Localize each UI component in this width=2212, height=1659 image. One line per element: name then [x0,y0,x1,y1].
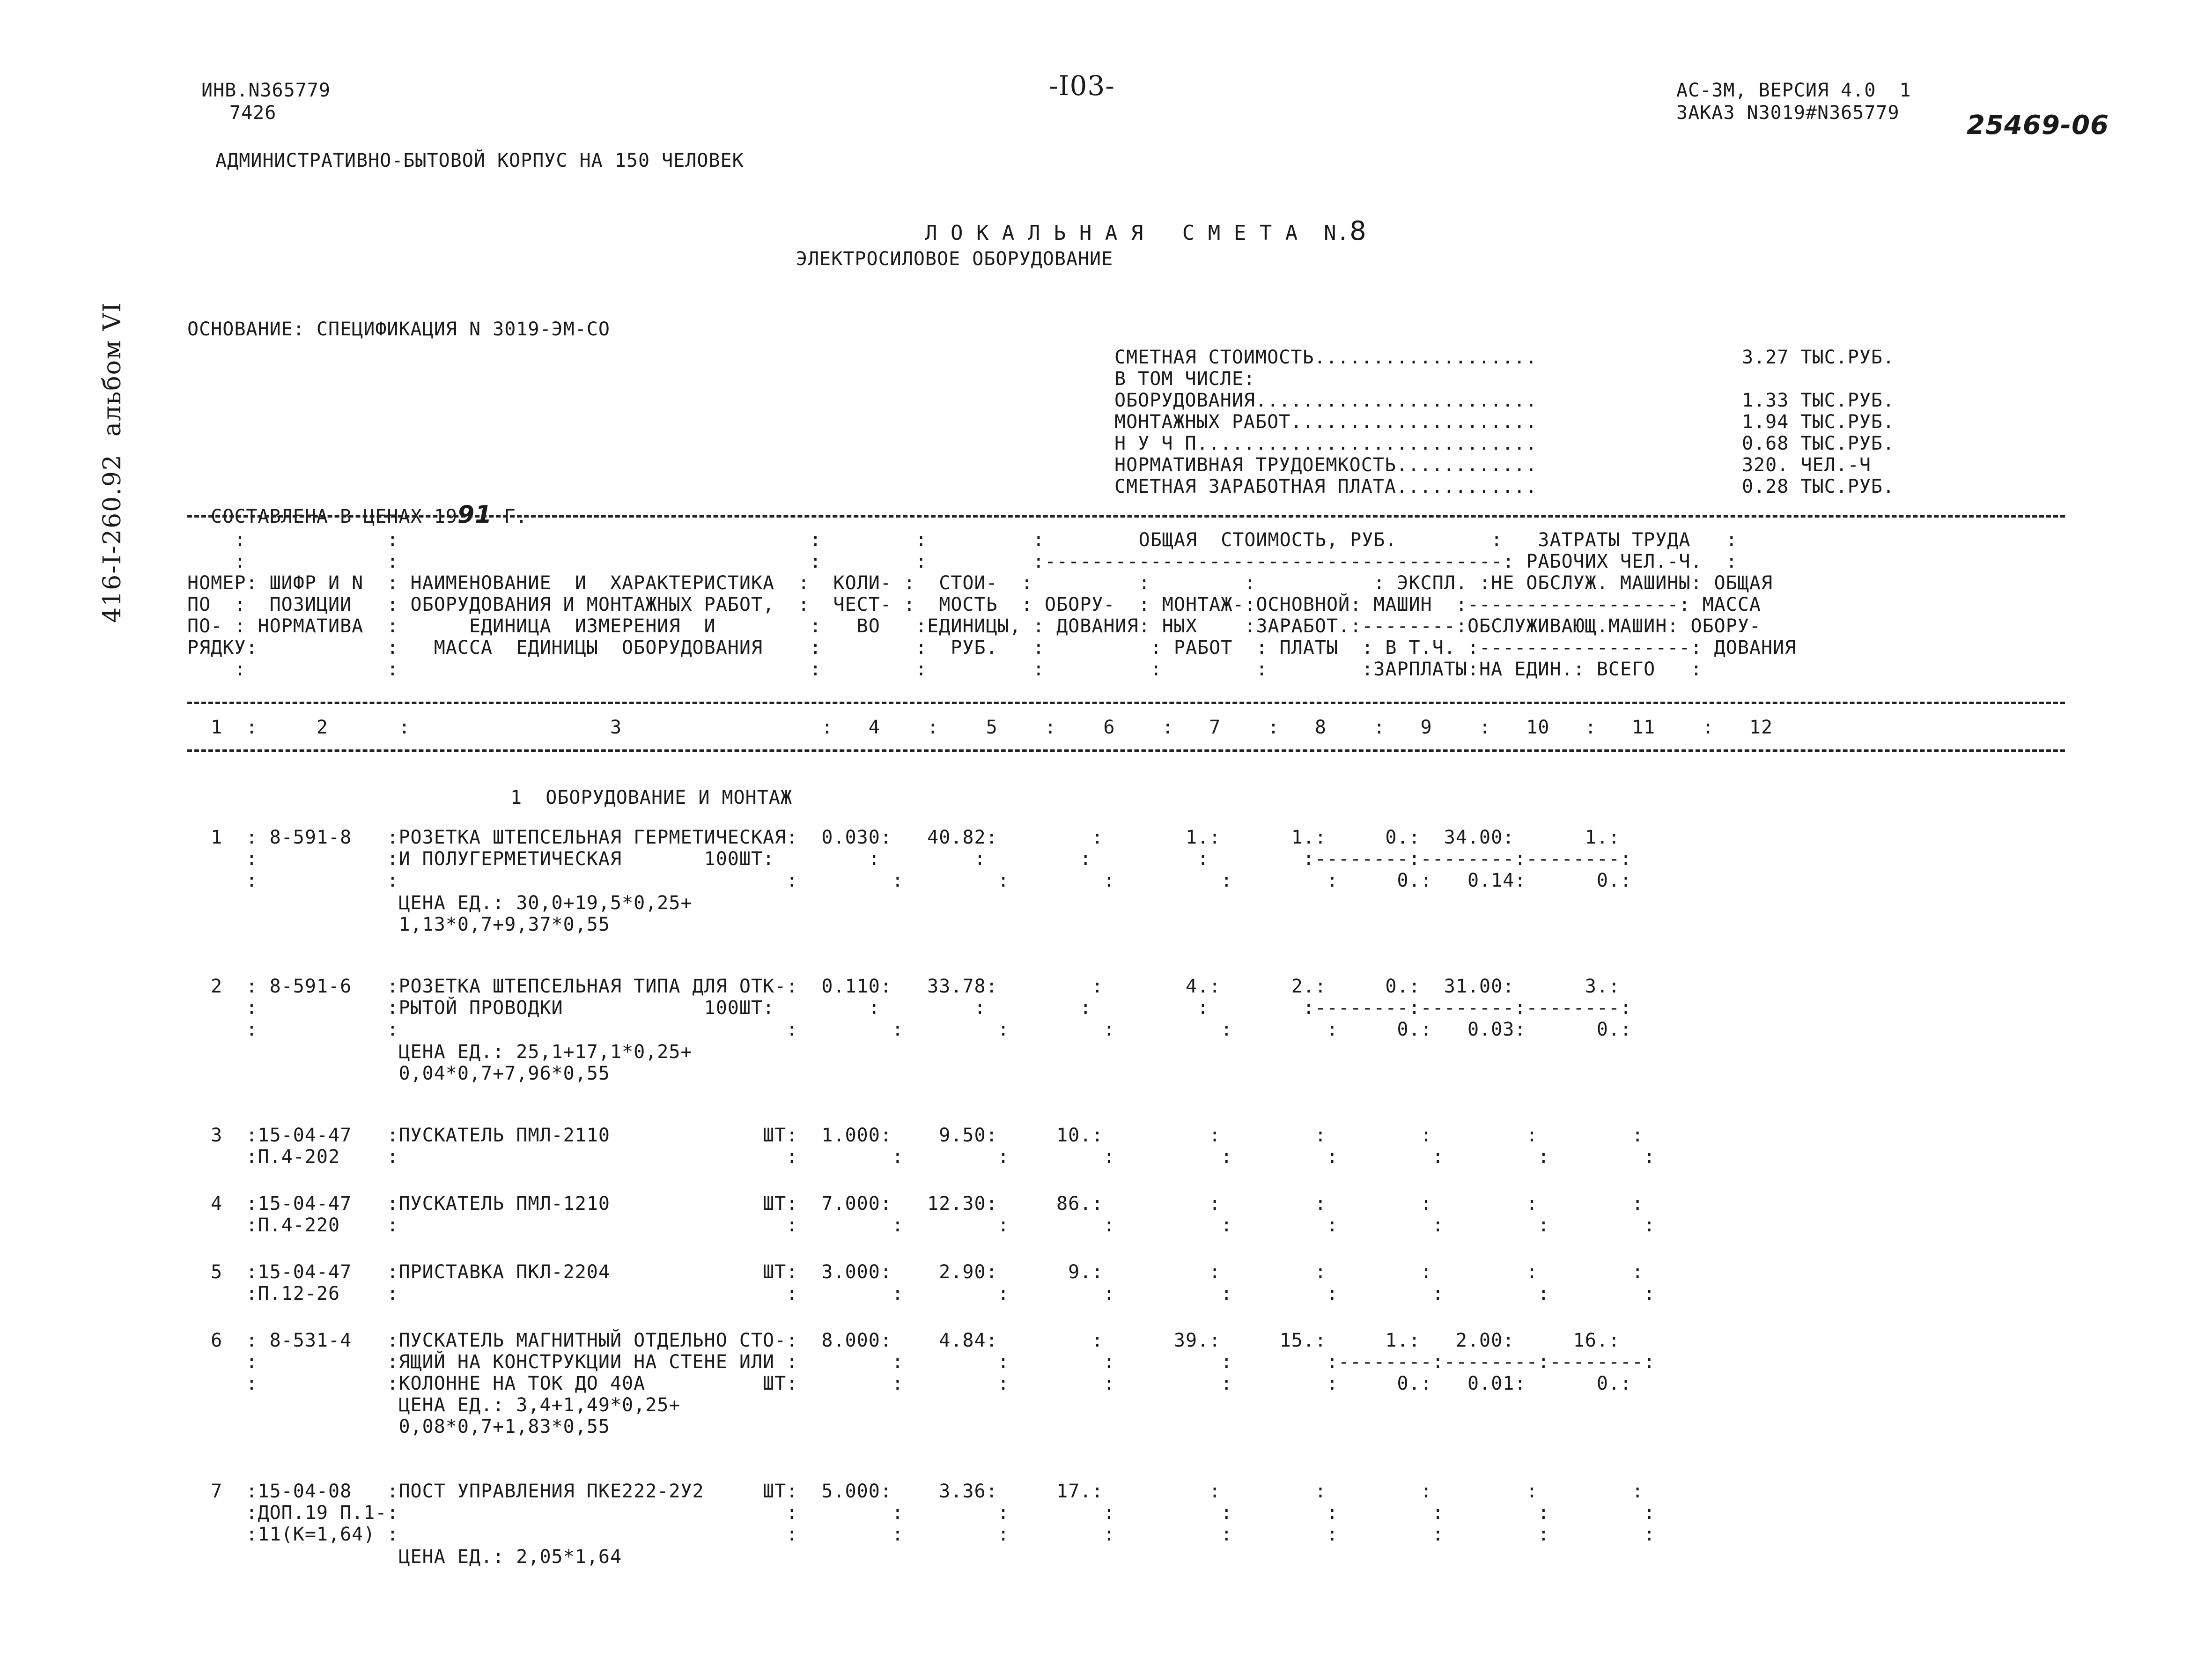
compiled-year: 91 [457,501,493,529]
column-numbers-rule [187,749,2065,752]
object-name: АДМИНИСТРАТИВНО-БЫТОВОЙ КОРПУС НА 150 ЧЕЛОВЕК [215,150,744,171]
row-line: : :И ПОЛУГЕРМЕТИЧЕСКАЯ 100ШТ: : : : : :--------:--------:--------: [187,848,1632,870]
row-line: 6 : 8-531-4 :ПУСКАТЕЛЬ МАГНИТНЫЙ ОТДЕЛЬНО СТО-: 8.000: 4.84: : 39.: 15.: 1.: 2.00: 16.: [187,1330,1621,1351]
compiled-line [187,482,528,527]
row-price-line: 0,08*0,7+1,83*0,55 [187,1416,610,1437]
summary-label: СМЕТНАЯ ЗАРАБОТНАЯ ПЛАТА............ [1114,476,1537,497]
inventory-number: ИНВ.N365779 [201,80,331,101]
table-header-line: ПО- : НОРМАТИВА : ЕДИНИЦА ИЗМЕРЕНИЯ И : ВО :ЕДИНИЦЫ, : ДОВАНИЯ: НЫХ :ЗАРАБОТ.:--------:ОБСЛУЖИВАЮЩ.МАШИН: ОБОРУ- [187,615,1761,637]
row-line: 5 :15-04-47 :ПРИСТАВКА ПКЛ-2204 ШТ: 3.000: 2.90: 9.: : : : : : [187,1261,1644,1283]
row-line: 1 : 8-591-8 :РОЗЕТКА ШТЕПСЕЛЬНАЯ ГЕРМЕТИЧЕСКАЯ: 0.030: 40.82: : 1.: 1.: 0.: 34.00: 1.: [187,827,1621,848]
summary-label: В ТОМ ЧИСЛЕ: [1114,368,1255,390]
row-line: :П.12-26 : : : : : : : : : : [187,1283,1656,1304]
row-price-line: ЦЕНА ЕД.: 25,1+17,1*0,25+ [187,1041,693,1063]
page-number: -I03- [1049,70,1115,102]
summary-value: 0.68 ТЫС.РУБ. [1742,433,1895,454]
row-line: : : : : : : : : 0.: 0.03: 0.: [187,1019,1632,1040]
row-line: :П.4-202 : : : : : : : : : : [187,1146,1656,1168]
summary-label: МОНТАЖНЫХ РАБОТ..................... [1114,411,1537,433]
table-header-line: РЯДКУ: : МАССА ЕДИНИЦЫ ОБОРУДОВАНИЯ : : РУБ. : : РАБОТ : ПЛАТЫ : В Т.Ч. :------------------: ДОВАНИЯ [187,637,1797,659]
row-price-line: 1,13*0,7+9,37*0,55 [187,914,610,935]
order-line: ЗАКАЗ N3019#N365779 [1676,102,1900,124]
table-header-line: : : : : : ОБЩАЯ СТОИМОСТЬ, РУБ. : ЗАТРАТЫ ТРУДА : [187,529,1738,551]
compiled-text: СОСТАВЛЕНА В ЦЕНАХ 19 [211,506,457,527]
summary-label: ОБОРУДОВАНИЯ........................ [1114,390,1537,411]
row-line: :ДОП.19 П.1-: : : : : : : : : : [187,1502,1656,1524]
summary-value: 1.94 ТЫС.РУБ. [1742,411,1895,433]
summary-label: СМЕТНАЯ СТОИМОСТЬ................... [1114,347,1537,368]
row-line: 7 :15-04-08 :ПОСТ УПРАВЛЕНИЯ ПКЕ222-2У2 ШТ: 5.000: 3.36: 17.: : : : : : [187,1481,1644,1502]
section-title: 1 ОБОРУДОВАНИЕ И МОНТАЖ [510,787,792,808]
compiled-suffix: Г. [492,506,528,527]
summary-value: 0.28 ТЫС.РУБ. [1742,476,1895,497]
row-line: : :РЫТОЙ ПРОВОДКИ 100ШТ: : : : : :--------:--------:--------: [187,997,1632,1019]
row-line: 3 :15-04-47 :ПУСКАТЕЛЬ ПМЛ-2110 ШТ: 1.000: 9.50: 10.: : : : : : [187,1125,1644,1146]
summary-value: 1.33 ТЫС.РУБ. [1742,390,1895,411]
table-header-line: : : : : :---------------------------------------: РАБОЧИХ ЧЕЛ.-Ч. : [187,551,1738,572]
table-header-rule [187,702,2065,704]
row-line: : :ЯЩИЙ НА КОНСТРУКЦИИ НА СТЕНЕ ИЛИ : : : : : :--------:--------:--------: [187,1351,1656,1373]
document-title-number: 8 [1349,216,1367,246]
table-header-line: ПО : ПОЗИЦИИ : ОБОРУДОВАНИЯ И МОНТАЖНЫХ РАБОТ, : ЧЕСТ- : МОСТЬ : ОБОРУ- : МОНТАЖ-:ОСНОВНОЙ: МАШИН :------------------: МАССА [187,594,1761,615]
table-top-rule [187,515,2065,518]
version-line: АС-3М, ВЕРСИЯ 4.0 1 [1676,80,1911,101]
row-line: 2 : 8-591-6 :РОЗЕТКА ШТЕПСЕЛЬНАЯ ТИПА ДЛЯ ОТК-: 0.110: 33.78: : 4.: 2.: 0.: 31.00: 3.: [187,976,1621,997]
inventory-subnumber: 7426 [229,102,277,124]
table-header-line: НОМЕР: ШИФР И N : НАИМЕНОВАНИЕ И ХАРАКТЕРИСТИКА : КОЛИ- : СТОИ- : : : : ЭКСПЛ. :НЕ ОБСЛУЖ. МАШИНЫ: ОБЩАЯ [187,572,1773,594]
summary-value: 3.27 ТЫС.РУБ. [1742,347,1895,368]
row-line: : : : : : : : : 0.: 0.14: 0.: [187,870,1632,891]
document-title [899,199,1367,244]
document-subtitle: ЭЛЕКТРОСИЛОВОЕ ОБОРУДОВАНИЕ [796,248,1113,270]
row-price-line: ЦЕНА ЕД.: 2,05*1,64 [187,1546,622,1568]
row-line: : :КОЛОННЕ НА ТОК ДО 40А ШТ: : : : : : 0.: 0.01: 0.: [187,1373,1632,1394]
summary-label: НОРМАТИВНАЯ ТРУДОЕМКОСТЬ............ [1114,454,1537,476]
row-line: :11(К=1,64) : : : : : : : : : : [187,1524,1656,1545]
column-numbers: 1 : 2 : 3 : 4 : 5 : 6 : 7 : 8 : 9 : 10 : 11 : 12 [187,717,1773,738]
side-album-label: 416-I-260.92 альбом VI [98,302,126,623]
row-price-line: ЦЕНА ЕД.: 30,0+19,5*0,25+ [187,892,693,914]
row-line: :П.4-220 : : : : : : : : : : [187,1215,1656,1236]
row-line: 4 :15-04-47 :ПУСКАТЕЛЬ ПМЛ-1210 ШТ: 7.000: 12.30: 86.: : : : : : [187,1193,1644,1215]
summary-label: Н У Ч П............................. [1114,433,1537,454]
row-price-line: ЦЕНА ЕД.: 3,4+1,49*0,25+ [187,1394,681,1416]
row-price-line: 0,04*0,7+7,96*0,55 [187,1063,610,1084]
handwritten-code: 25469-06 [1967,110,2109,141]
document-title-text: Л О К А Л Ь Н А Я С М Е Т А N. [924,221,1350,245]
basis-line: ОСНОВАНИЕ: СПЕЦИФИКАЦИЯ N 3019-ЭМ-СО [187,318,610,340]
table-header-line: : : : : : : : :ЗАРПЛАТЫ:НА ЕДИН.: ВСЕГО : [187,659,1703,680]
summary-value: 320. ЧЕЛ.-Ч [1742,454,1871,476]
